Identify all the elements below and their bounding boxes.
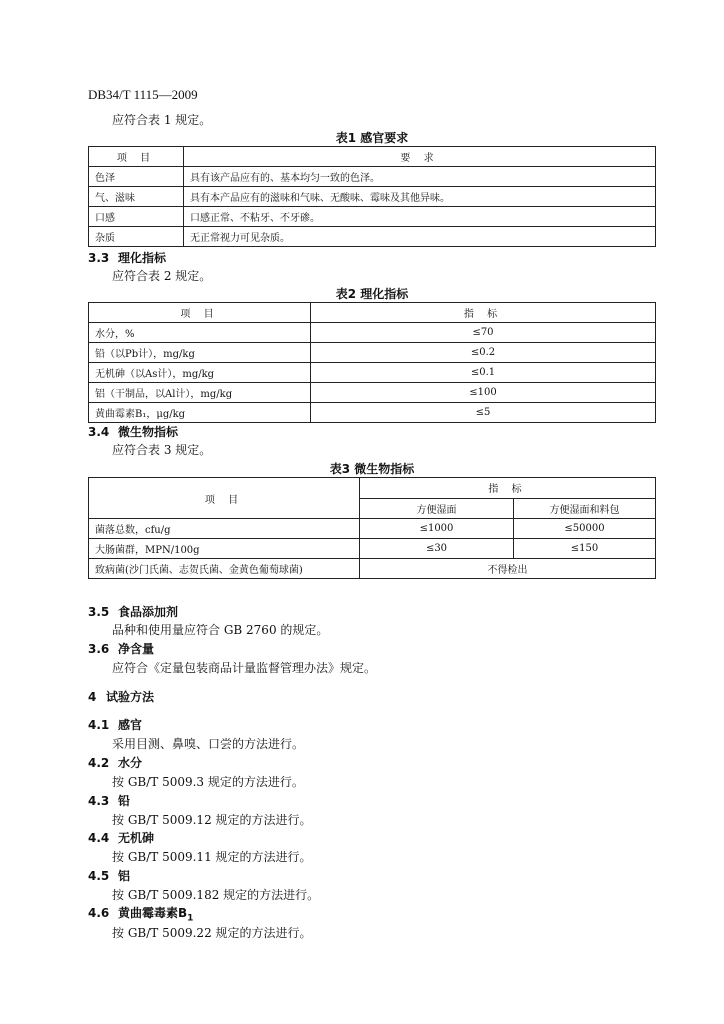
section-4-heading xyxy=(88,688,154,705)
section-3-4-text: 应符合表 3 规定。 xyxy=(112,443,212,457)
section-title: 理化指标 xyxy=(118,251,167,265)
section-number: 4.3 xyxy=(88,794,110,808)
section-title: 水分 xyxy=(118,756,143,770)
row-value: 具有本产品应有的滋味和气味、无酸味、霉味及其他异味。 xyxy=(184,187,656,207)
subheader-wet-noodle-seasoning: 方便湿面和料包 xyxy=(514,498,656,519)
row-value: ≤70 xyxy=(311,323,656,343)
section-4-6-heading xyxy=(88,904,193,923)
section-4-6-text: 按 GB/T 5009.22 规定的方法进行。 xyxy=(112,926,312,940)
section-3-6-text: 应符合《定量包装商品计量监督管理办法》规定。 xyxy=(112,661,377,675)
table-row xyxy=(89,207,656,227)
physicochemical-table xyxy=(88,302,656,423)
section-3-5-heading xyxy=(88,603,178,620)
section-3-4-heading xyxy=(88,423,178,440)
table-row xyxy=(89,383,656,403)
row-item: 菌落总数，cfu/g xyxy=(89,519,360,539)
table-row xyxy=(89,363,656,383)
row-item: 致病菌(沙门氏菌、志贺氏菌、金黄色葡萄球菌) xyxy=(89,559,360,579)
header-item: 项 目 xyxy=(89,478,360,519)
table-row xyxy=(89,187,656,207)
table-header-row xyxy=(89,478,656,499)
row-value: ≤0.2 xyxy=(311,343,656,363)
row-value: 口感正常、不粘牙、不牙碜。 xyxy=(184,207,656,227)
section-3-5-text: 品种和使用量应符合 GB 2760 的规定。 xyxy=(112,623,329,637)
section-number: 4.2 xyxy=(88,756,110,770)
table-header-row xyxy=(89,147,656,167)
section-number: 4 xyxy=(88,690,97,704)
row-item: 黄曲霉素B₁，μg/kg xyxy=(89,403,311,423)
row-item: 色泽 xyxy=(89,167,184,187)
table-row xyxy=(89,539,656,559)
section-4-1-heading xyxy=(88,716,142,733)
row-item: 大肠菌群，MPN/100g xyxy=(89,539,360,559)
row-item: 铝（干制品，以Al计），mg/kg xyxy=(89,383,311,403)
row-item: 无机砷（以As计），mg/kg xyxy=(89,363,311,383)
row-item: 水分，% xyxy=(89,323,311,343)
row-value: ≤30 xyxy=(360,539,514,559)
table3-caption: 表3 微生物指标 xyxy=(329,462,415,476)
table-row xyxy=(89,559,656,579)
row-item: 气、滋味 xyxy=(89,187,184,207)
table-row xyxy=(89,519,656,539)
row-item: 铅（以Pb计），mg/kg xyxy=(89,343,311,363)
section-title: 感官 xyxy=(118,718,143,732)
section-title: 铅 xyxy=(118,794,131,808)
table2-caption: 表2 理化指标 xyxy=(335,287,409,301)
section-title: 黄曲霉毒素B xyxy=(118,906,188,920)
table-row xyxy=(89,167,656,187)
table1-caption: 表1 感官要求 xyxy=(335,131,409,145)
sensory-table xyxy=(88,146,656,247)
row-value: ≤150 xyxy=(514,539,656,559)
document-id: DB34/T 1115—2009 xyxy=(88,87,198,102)
section-3-6-heading xyxy=(88,640,154,657)
table-row xyxy=(89,403,656,423)
section-number: 4.4 xyxy=(88,831,110,845)
section-4-1-text: 采用目测、鼻嗅、口尝的方法进行。 xyxy=(112,737,305,751)
row-value: ≤50000 xyxy=(514,519,656,539)
section-title: 食品添加剂 xyxy=(118,605,179,619)
table-header-row xyxy=(89,303,656,323)
section-4-2-heading xyxy=(88,754,142,771)
section-number: 4.6 xyxy=(88,906,110,920)
section-3-3-text: 应符合表 2 规定。 xyxy=(112,269,212,283)
header-index: 指 标 xyxy=(360,478,656,499)
section-title: 微生物指标 xyxy=(118,425,179,439)
section-4-4-text: 按 GB/T 5009.11 规定的方法进行。 xyxy=(112,850,312,864)
table-row xyxy=(89,227,656,247)
section-title: 无机砷 xyxy=(118,831,155,845)
section-4-2-text: 按 GB/T 5009.3 规定的方法进行。 xyxy=(112,775,304,789)
section-4-5-heading xyxy=(88,867,130,884)
header-item: 项 目 xyxy=(89,303,311,323)
row-item: 杂质 xyxy=(89,227,184,247)
section-title: 试验方法 xyxy=(106,690,155,704)
header-index: 指 标 xyxy=(311,303,656,323)
section-number: 3.3 xyxy=(88,251,110,265)
section-number: 3.6 xyxy=(88,642,110,656)
section-title: 净含量 xyxy=(118,642,155,656)
table-row xyxy=(89,343,656,363)
row-value: 具有该产品应有的、基本均匀一致的色泽。 xyxy=(184,167,656,187)
section-title: 铝 xyxy=(118,869,131,883)
row-value: ≤100 xyxy=(311,383,656,403)
section-number: 3.5 xyxy=(88,605,110,619)
row-value: 无正常视力可见杂质。 xyxy=(184,227,656,247)
section-number: 4.5 xyxy=(88,869,110,883)
row-item: 口感 xyxy=(89,207,184,227)
section-number: 3.4 xyxy=(88,425,110,439)
section-title-subscript: 1 xyxy=(187,913,194,924)
section-4-3-text: 按 GB/T 5009.12 规定的方法进行。 xyxy=(112,813,312,827)
table1-intro: 应符合表 1 规定。 xyxy=(112,113,212,127)
section-4-3-heading xyxy=(88,792,130,809)
section-3-3-heading xyxy=(88,249,166,266)
section-4-5-text: 按 GB/T 5009.182 规定的方法进行。 xyxy=(112,888,320,902)
row-value: 不得检出 xyxy=(360,559,656,579)
subheader-wet-noodle: 方便湿面 xyxy=(360,498,514,519)
header-requirement: 要 求 xyxy=(184,147,656,167)
row-value: ≤1000 xyxy=(360,519,514,539)
row-value: ≤5 xyxy=(311,403,656,423)
section-number: 4.1 xyxy=(88,718,110,732)
microbiological-table xyxy=(88,477,656,579)
header-item: 项 目 xyxy=(89,147,184,167)
table-row xyxy=(89,323,656,343)
section-4-4-heading xyxy=(88,829,154,846)
row-value: ≤0.1 xyxy=(311,363,656,383)
